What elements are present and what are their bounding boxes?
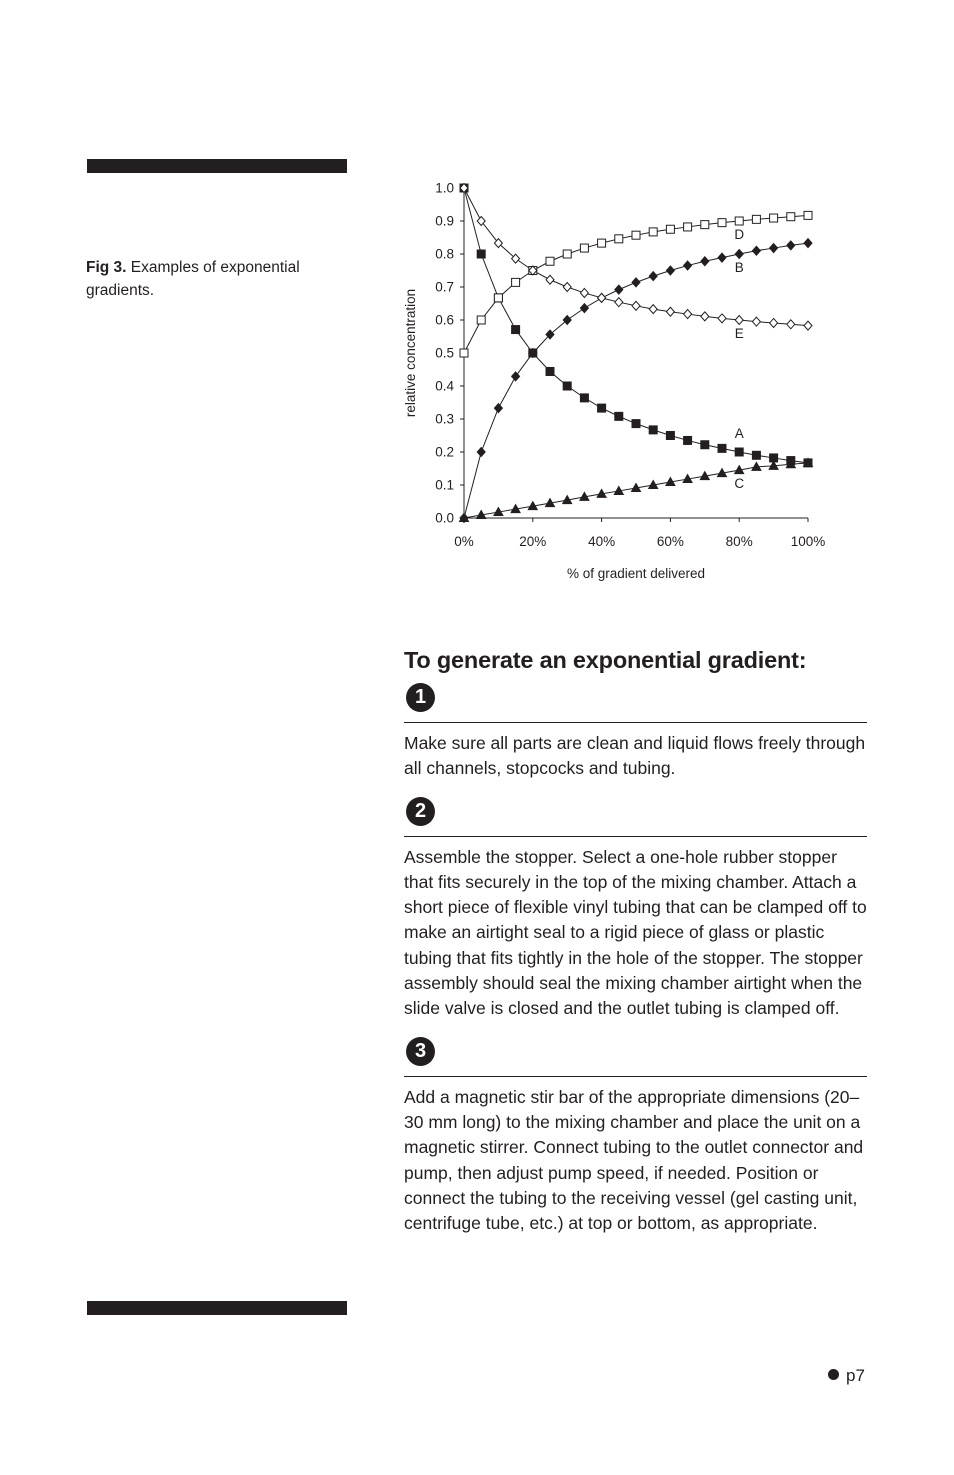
data-point <box>787 213 795 221</box>
data-point <box>804 321 812 330</box>
data-point <box>684 261 692 270</box>
step-1-text: Make sure all parts are clean and liquid flows freely through all channels, stopcocks and tubing. <box>404 733 866 779</box>
data-point <box>684 223 692 231</box>
y-tick-label: 0.4 <box>435 378 454 394</box>
data-point <box>649 426 657 434</box>
data-point <box>649 305 657 314</box>
data-point <box>477 448 485 457</box>
y-tick-label: 0.7 <box>435 279 454 295</box>
x-tick-label: 80% <box>725 534 753 549</box>
step-3-text: Add a magnetic stir bar of the appropriate dimensions (20–30 mm long) to the mixing chamber and place the unit on a magnetic stirrer. Connect tubing to the outlet connector and pump, then adjust pump speed, if needed. Position or connect the tubing to the receiving vessel (gel casting unit, centrifuge tube, etc.) at top or bottom, as appropriate. <box>404 1086 864 1234</box>
y-axis-label: relative concentration <box>403 288 418 418</box>
data-point <box>598 404 606 412</box>
step-number-2: 2 <box>406 797 435 826</box>
instructions-section <box>404 647 867 1250</box>
series-label-E: E <box>734 326 744 341</box>
data-point <box>512 278 520 286</box>
x-tick-label: 40% <box>588 534 616 549</box>
data-point <box>718 314 726 323</box>
data-point <box>684 436 692 444</box>
page-number-text: p7 <box>846 1366 865 1385</box>
data-point <box>546 367 554 375</box>
data-point <box>477 316 485 324</box>
data-point <box>580 244 588 252</box>
data-point <box>804 239 812 248</box>
data-point <box>494 404 502 413</box>
x-tick-label: 0% <box>454 534 474 549</box>
data-point <box>563 283 571 292</box>
page-number <box>828 1366 865 1386</box>
data-point <box>563 382 571 390</box>
series-label-C: C <box>734 476 745 492</box>
step-3 <box>404 1036 867 1237</box>
data-point <box>701 221 709 229</box>
data-point <box>546 275 554 284</box>
y-tick-label: 0.5 <box>435 345 454 361</box>
data-point <box>735 250 743 259</box>
data-point <box>649 228 657 236</box>
series-markers-A <box>460 184 812 467</box>
step-3-header <box>404 1036 867 1077</box>
series-label-D: D <box>734 227 745 242</box>
data-point <box>615 285 623 294</box>
data-point <box>701 257 709 266</box>
step-number-1: 1 <box>406 683 435 712</box>
x-tick-label: 60% <box>656 534 684 549</box>
step-number-3: 3 <box>406 1037 435 1066</box>
data-point <box>752 246 760 255</box>
data-point <box>494 294 502 302</box>
data-point <box>563 250 571 258</box>
data-point <box>580 288 588 297</box>
step-1 <box>404 682 867 782</box>
bullet-icon <box>828 1369 839 1380</box>
x-tick-label: 20% <box>519 534 547 549</box>
data-point <box>615 235 623 243</box>
data-point <box>770 244 778 253</box>
data-point <box>666 266 674 275</box>
data-point <box>684 310 692 319</box>
data-point <box>580 394 588 402</box>
x-tick-label: 100% <box>790 534 826 549</box>
step-2-header <box>404 796 867 837</box>
data-point <box>615 298 623 307</box>
data-point <box>649 272 657 281</box>
section-heading: To generate an exponential gradient: <box>404 647 807 673</box>
data-point <box>770 318 778 327</box>
data-point <box>718 219 726 227</box>
data-point <box>701 441 709 449</box>
data-point <box>787 320 795 329</box>
y-tick-label: 0.1 <box>435 477 454 493</box>
x-axis-label: % of gradient delivered <box>566 566 706 581</box>
data-point <box>718 253 726 262</box>
data-point <box>770 214 778 222</box>
y-tick-label: 0.3 <box>435 411 454 427</box>
data-point <box>701 312 709 321</box>
data-point <box>460 349 468 357</box>
y-tick-label: 0.8 <box>435 246 454 262</box>
step-2 <box>404 796 867 1022</box>
data-point <box>477 250 485 258</box>
chart-markers <box>460 184 813 523</box>
figure-caption <box>86 256 326 302</box>
data-point <box>615 412 623 420</box>
data-point <box>632 278 640 287</box>
data-point <box>752 451 760 459</box>
data-point <box>632 420 640 428</box>
y-tick-label: 0.9 <box>435 213 454 229</box>
data-point <box>632 301 640 310</box>
step-2-text: Assemble the stopper. Select a one-hole rubber stopper that fits securely in the top of the mixing chamber. Attach a short piece of flexible vinyl tubing that can be clamped off to make an airtight seal to a rigid piece of glass or plastic tubing that fits tightly in the hole of the stopper. The stopper assembly should seal the mixing chamber airtight when the slide valve is closed and the outlet tubing is clamped off. <box>404 846 867 1019</box>
data-point <box>666 225 674 233</box>
y-tick-label: 0.6 <box>435 312 454 328</box>
figure-caption-text: Examples of exponential gradients. <box>86 259 300 299</box>
data-point <box>752 317 760 326</box>
series-markers-E <box>460 184 812 331</box>
data-point <box>666 432 674 440</box>
exponential-gradient-chart <box>395 170 845 590</box>
y-tick-label: 0.0 <box>435 510 454 526</box>
data-point <box>735 316 743 325</box>
data-point <box>804 211 812 219</box>
step-1-header <box>404 682 867 723</box>
data-point <box>563 316 571 325</box>
data-point <box>735 217 743 225</box>
top-rule <box>87 159 347 173</box>
y-tick-label: 1.0 <box>435 180 454 196</box>
y-tick-label: 0.2 <box>435 444 454 460</box>
data-point <box>787 241 795 250</box>
data-point <box>718 444 726 452</box>
figure-label: Fig 3. <box>86 259 127 276</box>
data-point <box>598 239 606 247</box>
data-point <box>598 293 606 302</box>
data-point <box>752 215 760 223</box>
data-point <box>735 448 743 456</box>
data-point <box>512 326 520 334</box>
series-label-B: B <box>734 260 744 275</box>
series-label-A: A <box>734 426 744 441</box>
data-point <box>666 307 674 316</box>
series-markers-C <box>460 458 813 521</box>
data-point <box>580 304 588 313</box>
data-point <box>546 257 554 265</box>
bottom-rule <box>87 1301 347 1315</box>
data-point <box>632 231 640 239</box>
